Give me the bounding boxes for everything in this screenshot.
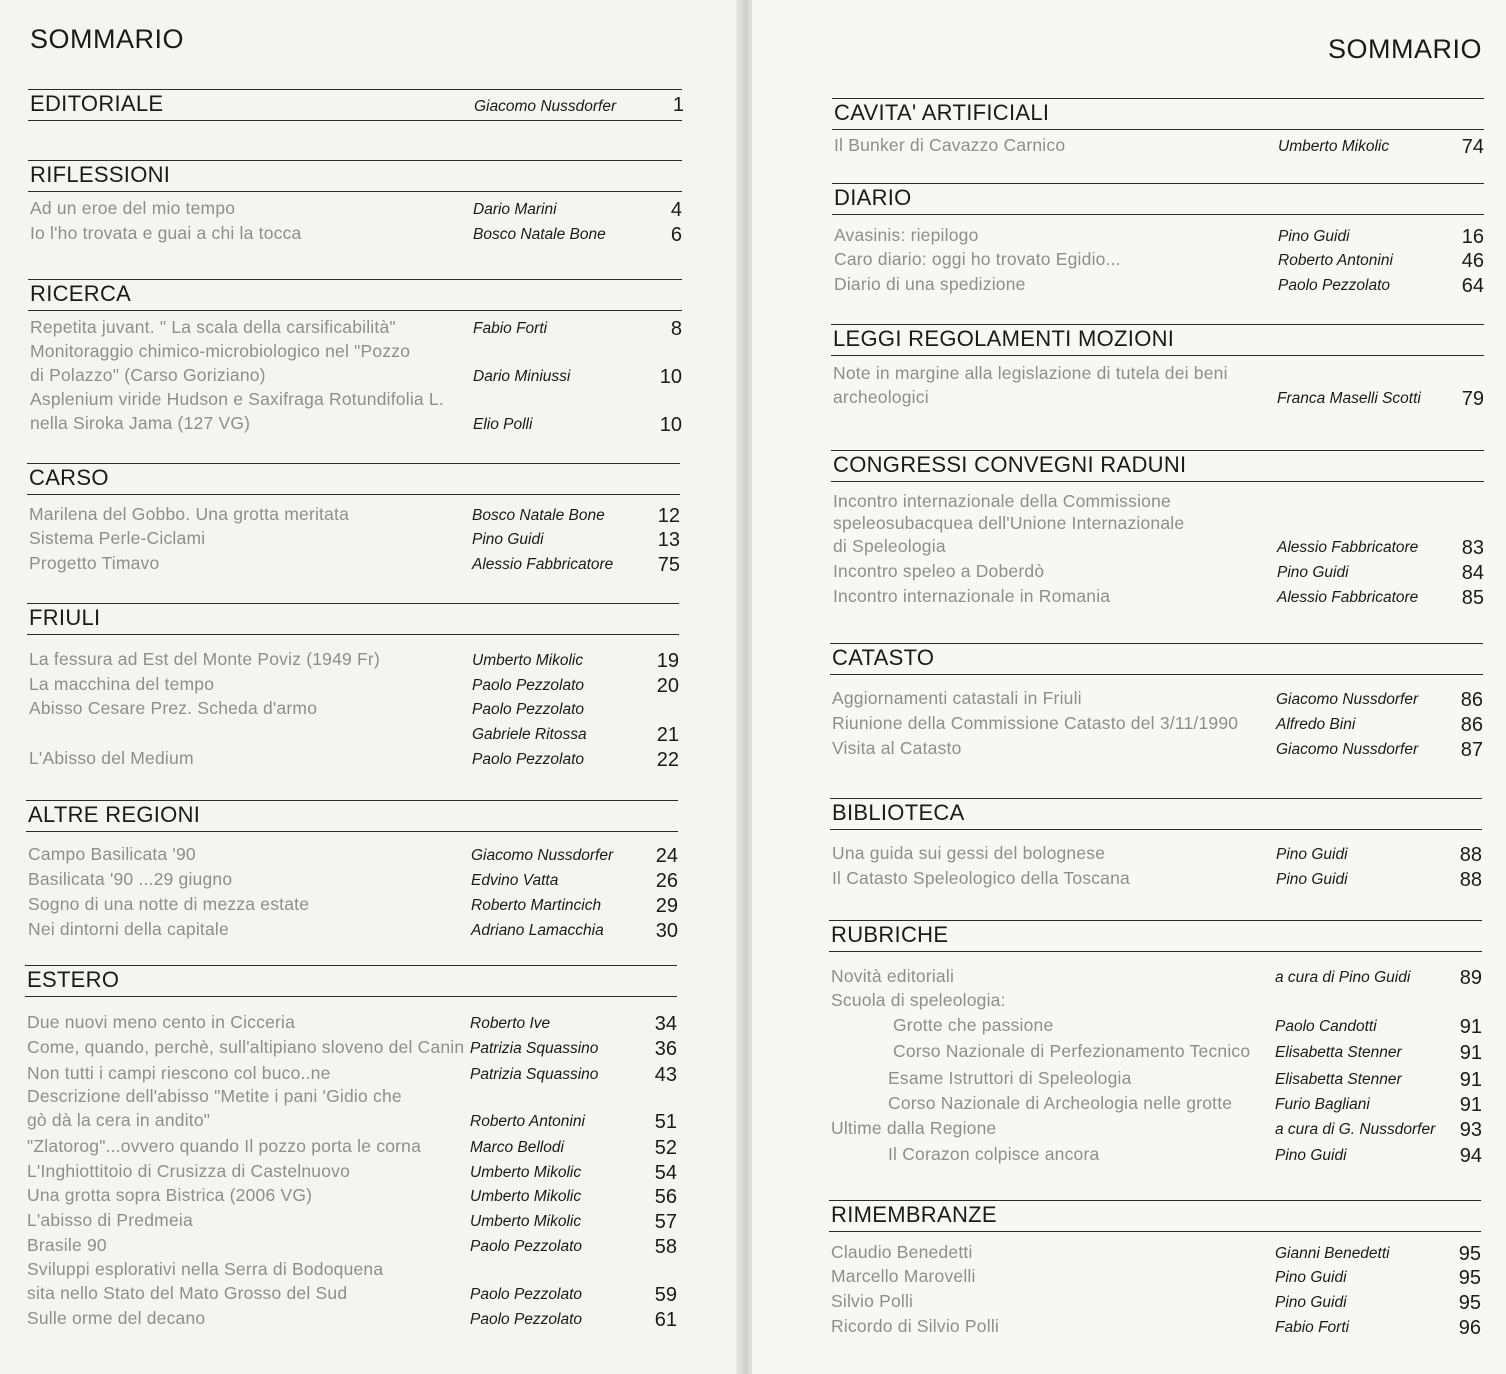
toc-entry [831, 513, 1484, 537]
entry-title: Ultime dalla Regione [831, 1118, 997, 1138]
entry-page: 16 [1461, 226, 1484, 248]
section-altre-regioni [26, 800, 678, 950]
entry-author: Alessio Fabbricatore [1277, 589, 1419, 606]
section-rule [28, 89, 682, 90]
entry-title: "Zlatorog"...ovvero quando Il pozzo porta le corna [27, 1136, 422, 1156]
entry-page: 52 [654, 1137, 677, 1159]
entry-page: 51 [654, 1111, 677, 1133]
section-title: DIARIO [834, 185, 912, 210]
toc-entry [829, 1144, 1482, 1168]
entry-author: Fabio Forti [473, 320, 548, 337]
entry-title: Avasinis: riepilogo [834, 225, 979, 245]
toc-entry [832, 274, 1484, 298]
entry-page: 56 [654, 1186, 677, 1208]
section-rule [832, 183, 1484, 184]
section-title: ALTRE REGIONI [28, 802, 201, 827]
toc-entry [25, 1086, 677, 1110]
entry-page: 93 [1459, 1119, 1482, 1141]
entry-title: Caro diario: oggi ho trovato Egidio... [834, 249, 1121, 269]
toc-entry [832, 135, 1484, 159]
section-rule [28, 120, 682, 121]
toc-entry [829, 1093, 1482, 1117]
entry-title: Il Bunker di Cavazzo Carnico [834, 135, 1066, 155]
entry-author: Paolo Pezzolato [472, 701, 585, 718]
section-title: LEGGI REGOLAMENTI MOZIONI [833, 326, 1175, 351]
entry-author: Umberto Mikolic [470, 1164, 582, 1181]
entry-page: 4 [670, 199, 682, 221]
entry-page: 88 [1459, 844, 1482, 866]
section-rule [26, 831, 678, 832]
entry-title: Sogno di una notte di mezza estate [28, 894, 310, 914]
entry-author: Giacomo Nussdorfer [471, 847, 614, 864]
entry-page: 22 [656, 749, 679, 771]
entry-page: 96 [1458, 1317, 1481, 1339]
toc-entry [25, 1063, 677, 1087]
toc-entry [28, 365, 682, 389]
toc-entry [25, 1235, 677, 1259]
entry-author: Pino Guidi [1278, 228, 1350, 245]
entry-author: Pino Guidi [1276, 846, 1348, 863]
entry-title: nella Siroka Jama (127 VG) [30, 413, 251, 433]
toc-entry [832, 225, 1484, 249]
toc-entry [830, 738, 1483, 762]
entry-title: Silvio Polli [831, 1291, 914, 1311]
entry-page: 61 [654, 1309, 677, 1331]
section-rule [829, 1231, 1481, 1232]
entry-page: 24 [655, 845, 678, 867]
section-rubriche [829, 920, 1482, 1180]
entry-page: 84 [1461, 562, 1484, 584]
entry-author: Gabriele Ritossa [472, 726, 587, 743]
section-rule [27, 603, 679, 604]
entry-author: Alessio Fabbricatore [1277, 539, 1419, 556]
toc-entry [27, 504, 680, 528]
toc-entry [26, 919, 678, 943]
page-title: SOMMARIO [30, 24, 185, 54]
section-title: RICERCA [30, 281, 132, 306]
entry-page: 95 [1458, 1292, 1481, 1314]
entry-title: L'Inghiottitoio di Crusizza di Castelnuovo [27, 1161, 351, 1181]
section-carso [27, 463, 680, 593]
toc-entry [25, 1110, 677, 1134]
entry-author: Pino Guidi [1277, 564, 1349, 581]
entry-page: 10 [659, 366, 682, 388]
toc-entry [831, 586, 1484, 610]
toc-entry [829, 1041, 1482, 1065]
section-title: EDITORIALE [30, 91, 164, 116]
section-rimembranze [829, 1200, 1481, 1350]
section-title: CATASTO [832, 645, 935, 670]
toc-entry [25, 1210, 677, 1234]
entry-author: Giacomo Nussdorfer [1276, 741, 1419, 758]
entry-page: 95 [1458, 1243, 1481, 1265]
toc-entry [28, 317, 682, 341]
entry-title: Asplenium viride Hudson e Saxifraga Rotundifolia L. [30, 389, 444, 409]
entry-page: 12 [657, 505, 680, 527]
entry-title: Sviluppi esplorativi nella Serra di Bodoquena [27, 1259, 384, 1279]
entry-author: a cura di Pino Guidi [1275, 969, 1411, 986]
entry-page: 46 [1461, 250, 1484, 272]
section-leggi [831, 324, 1484, 424]
entry-page: 57 [654, 1211, 677, 1233]
entry-title: Riunione della Commissione Catasto del 3/11/1990 [832, 713, 1239, 733]
toc-entry [27, 649, 679, 673]
entry-author: Adriano Lamacchia [471, 922, 604, 939]
entry-title: L'abisso di Predmeia [27, 1210, 193, 1230]
entry-page: 43 [654, 1064, 677, 1086]
entry-author: Roberto Antonini [1278, 252, 1393, 269]
entry-author: Paolo Pezzolato [472, 677, 585, 694]
entry-page: 36 [654, 1038, 677, 1060]
section-rule [829, 920, 1482, 921]
entry-title: L'Abisso del Medium [29, 748, 194, 768]
section-rule [831, 355, 1484, 356]
section-rule [832, 98, 1484, 99]
entry-title: Ricordo di Silvio Polli [831, 1316, 999, 1336]
entry-page: 1 [672, 94, 684, 116]
entry-title: Basilicata '90 ...29 giugno [28, 869, 233, 889]
section-biblioteca [830, 798, 1482, 898]
entry-page: 91 [1459, 1016, 1482, 1038]
toc-entry [26, 844, 678, 868]
entry-author: Furio Bagliani [1275, 1096, 1370, 1113]
left-page [0, 0, 742, 1374]
entry-page: 58 [654, 1236, 677, 1258]
entry-title: sita nello Stato del Mato Grosso del Sud [27, 1283, 348, 1303]
entry-title: La macchina del tempo [29, 674, 215, 694]
entry-title: Note in margine alla legislazione di tutela dei beni [833, 363, 1228, 383]
toc-entry [28, 341, 682, 365]
entry-page: 91 [1459, 1042, 1482, 1064]
entry-title: Corso Nazionale di Perfezionamento Tecnico [893, 1041, 1251, 1061]
section-congressi [831, 450, 1484, 620]
section-riflessioni [28, 160, 682, 260]
section-title: CAVITA' ARTIFICIALI [834, 100, 1050, 125]
toc-entry [27, 698, 679, 722]
entry-title: Grotte che passione [893, 1015, 1054, 1035]
toc-entry [25, 1283, 677, 1307]
entry-author: Fabio Forti [1275, 1319, 1350, 1336]
entry-page: 64 [1461, 275, 1484, 297]
entry-author: Gianni Benedetti [1275, 1245, 1390, 1262]
entry-page: 59 [654, 1284, 677, 1306]
section-title: FRIULI [29, 605, 101, 630]
toc-entry [829, 1068, 1482, 1092]
entry-author: Edvino Vatta [471, 872, 559, 889]
entry-author: Roberto Ive [470, 1015, 551, 1032]
toc-entry [831, 561, 1484, 585]
entry-title: Il Catasto Speleologico della Toscana [832, 868, 1130, 888]
toc-entry [829, 1316, 1481, 1340]
toc-entry [25, 1259, 677, 1283]
toc-entry [829, 966, 1482, 990]
entry-title: Repetita juvant. " La scala della carsificabilità" [30, 317, 396, 337]
entry-author: Pino Guidi [1275, 1294, 1347, 1311]
entry-title: Incontro speleo a Doberdò [833, 561, 1045, 581]
entry-title: La fessura ad Est del Monte Poviz (1949 Fr) [29, 649, 380, 669]
entry-page: 74 [1461, 136, 1484, 158]
entry-title: Diario di una spedizione [834, 274, 1026, 294]
entry-page: 86 [1460, 714, 1483, 736]
section-title: BIBLIOTECA [832, 800, 965, 825]
entry-author: Umberto Mikolic [472, 652, 584, 669]
entry-title: Abisso Cesare Prez. Scheda d'armo [29, 698, 318, 718]
entry-page: 6 [670, 224, 682, 246]
entry-author: Bosco Natale Bone [472, 507, 605, 524]
entry-title: Novità editoriali [831, 966, 955, 986]
entry-title: Non tutti i campi riescono col buco..ne [27, 1063, 331, 1083]
toc-entry [831, 363, 1484, 387]
toc-entry [829, 1118, 1482, 1142]
entry-title: Corso Nazionale di Archeologia nelle grotte [888, 1093, 1233, 1113]
toc-entry [830, 868, 1482, 892]
entry-author: Elio Polli [473, 416, 533, 433]
entry-page: 20 [656, 675, 679, 697]
entry-title: Una guida sui gessi del bolognese [832, 843, 1106, 863]
entry-author: Elisabetta Stenner [1275, 1044, 1402, 1061]
entry-title: Campo Basilicata '90 [28, 844, 196, 864]
section-rule [830, 798, 1482, 799]
entry-title: Monitoraggio chimico-microbiologico nel "Pozzo [30, 341, 411, 361]
toc-entry [831, 536, 1484, 560]
entry-author: Paolo Pezzolato [470, 1238, 583, 1255]
entry-title: Brasile 90 [27, 1235, 107, 1255]
section-estero [25, 965, 677, 1345]
entry-page: 91 [1459, 1069, 1482, 1091]
entry-author: Marco Bellodi [470, 1139, 564, 1156]
entry-page: 26 [655, 870, 678, 892]
entry-author: Pino Guidi [1275, 1269, 1347, 1286]
toc-entry [829, 1015, 1482, 1039]
entry-title: Aggiornamenti catastali in Friuli [832, 688, 1082, 708]
toc-entry [830, 688, 1483, 712]
entry-author: Bosco Natale Bone [473, 226, 606, 243]
toc-entry [25, 1136, 677, 1160]
toc-entry [27, 553, 680, 577]
toc-entry [829, 1291, 1481, 1315]
entry-title: Come, quando, perchè, sull'altipiano sloveno del Canin [27, 1037, 465, 1057]
section-rule [27, 494, 680, 495]
toc-entry [28, 223, 682, 247]
toc-entry [26, 894, 678, 918]
entry-author: Pino Guidi [1275, 1147, 1347, 1164]
section-rule [28, 279, 682, 280]
section-rule [26, 800, 678, 801]
entry-author: Umberto Mikolic [470, 1188, 582, 1205]
entry-page: 13 [657, 529, 680, 551]
section-rule [831, 481, 1484, 482]
entry-page: 30 [655, 920, 678, 942]
entry-author: Alfredo Bini [1276, 716, 1356, 733]
entry-author: Pino Guidi [1276, 871, 1348, 888]
entry-page: 29 [655, 895, 678, 917]
section-editoriale [28, 89, 682, 123]
entry-author: Patrizia Squassino [470, 1040, 599, 1057]
entry-title: Ad un eroe del mio tempo [30, 198, 236, 218]
entry-author: Umberto Mikolic [470, 1213, 582, 1230]
entry-author: Dario Marini [473, 201, 557, 218]
toc-entry [27, 674, 679, 698]
section-cavita-artificiali [832, 98, 1484, 168]
entry-author: Roberto Antonini [470, 1113, 585, 1130]
toc-entry [25, 1308, 677, 1332]
entry-author: a cura di G. Nussdorfer [1275, 1121, 1436, 1138]
toc-entry [28, 389, 682, 413]
entry-page: 34 [654, 1013, 677, 1035]
entry-author: Giacomo Nussdorfer [1276, 691, 1419, 708]
toc-entry [25, 1012, 677, 1036]
entry-title: Claudio Benedetti [831, 1242, 973, 1262]
entry-title: speleosubacquea dell'Unione Internazionale [833, 513, 1185, 533]
entry-page: 95 [1458, 1267, 1481, 1289]
entry-author: Alessio Fabbricatore [472, 556, 614, 573]
entry-page: 79 [1461, 388, 1484, 410]
entry-page: 8 [670, 318, 682, 340]
section-title: CARSO [29, 465, 109, 490]
section-title: CONGRESSI CONVEGNI RADUNI [833, 452, 1187, 477]
entry-author: Elisabetta Stenner [1275, 1071, 1402, 1088]
section-rule [832, 214, 1484, 215]
entry-author: Paolo Pezzolato [1278, 277, 1391, 294]
entry-title: gò dà la cera in andito" [27, 1110, 211, 1130]
toc-entry [831, 387, 1484, 411]
toc-entry [27, 528, 680, 552]
section-rule [830, 643, 1483, 644]
entry-title: Descrizione dell'abisso "Metite i pani 'Gidio che [27, 1086, 402, 1106]
entry-page: 54 [654, 1162, 677, 1184]
entry-title: di Polazzo" (Carso Goriziano) [30, 365, 266, 385]
toc-entry [27, 723, 679, 747]
entry-title: archeologici [833, 387, 929, 407]
section-rule [830, 829, 1482, 830]
section-rule [25, 996, 677, 997]
toc-entry [27, 748, 679, 772]
toc-entry [26, 869, 678, 893]
section-rule [28, 160, 682, 161]
toc-entry [832, 249, 1484, 273]
section-rule [830, 674, 1483, 675]
entry-title: Visita al Catasto [832, 738, 962, 758]
entry-title: Il Corazon colpisce ancora [888, 1144, 1100, 1164]
entry-author: Patrizia Squassino [470, 1066, 599, 1083]
entry-title: Io l'ho trovata e guai a chi la tocca [30, 223, 302, 243]
entry-author: Dario Miniussi [473, 368, 571, 385]
section-rule [829, 1200, 1481, 1201]
section-rule [829, 951, 1482, 952]
entry-title: di Speleologia [833, 536, 946, 556]
entry-page: 75 [657, 554, 680, 576]
page-title: SOMMARIO [1327, 34, 1482, 64]
right-page [752, 0, 1506, 1374]
section-rule [831, 450, 1484, 451]
section-rule [27, 463, 680, 464]
entry-author: Roberto Martincich [471, 897, 602, 914]
entry-author: Umberto Mikolic [1278, 138, 1390, 155]
toc-entry [830, 843, 1482, 867]
section-ricerca [28, 279, 682, 449]
entry-title: Marilena del Gobbo. Una grotta meritata [29, 504, 350, 524]
section-rule [27, 634, 679, 635]
toc-entry [831, 491, 1484, 515]
toc-entry [829, 1266, 1481, 1290]
entry-page: 86 [1460, 689, 1483, 711]
section-title: ESTERO [27, 967, 120, 992]
toc-entry [25, 1037, 677, 1061]
entry-title: Incontro internazionale in Romania [833, 586, 1111, 606]
entry-title: Progetto Timavo [29, 553, 160, 573]
toc-entry [25, 1161, 677, 1185]
entry-author: Franca Maselli Scotti [1277, 390, 1421, 407]
entry-page: 91 [1459, 1094, 1482, 1116]
entry-page: 88 [1459, 869, 1482, 891]
entry-title: Scuola di speleologia: [831, 990, 1006, 1010]
entry-page: 83 [1461, 537, 1484, 559]
toc-entry [830, 713, 1483, 737]
section-title: RIFLESSIONI [30, 162, 171, 187]
entry-page: 94 [1459, 1145, 1482, 1167]
section-rule [28, 310, 682, 311]
section-catasto [830, 643, 1483, 773]
entry-page: 19 [656, 650, 679, 672]
entry-title: Sulle orme del decano [27, 1308, 206, 1328]
entry-page: 87 [1460, 739, 1483, 761]
entry-author: Giacomo Nussdorfer [474, 98, 617, 115]
toc-entry [25, 1185, 677, 1209]
entry-title: Due nuovi meno cento in Cicceria [27, 1012, 296, 1032]
entry-title: Marcello Marovelli [831, 1266, 976, 1286]
toc-entry [28, 198, 682, 222]
section-friuli [27, 603, 679, 783]
entry-title: Sistema Perle-Ciclami [29, 528, 206, 548]
entry-title: Una grotta sopra Bistrica (2006 VG) [27, 1185, 313, 1205]
entry-author: Paolo Candotti [1275, 1018, 1377, 1035]
section-rule [28, 191, 682, 192]
entry-author: Paolo Pezzolato [472, 751, 585, 768]
entry-title: Incontro internazionale della Commissione [833, 491, 1171, 511]
entry-page: 85 [1461, 587, 1484, 609]
entry-title: Esame Istruttori di Speleologia [888, 1068, 1132, 1088]
entry-title: Nei dintorni della capitale [28, 919, 229, 939]
section-title: RIMEMBRANZE [831, 1202, 997, 1227]
entry-page: 10 [659, 414, 682, 436]
entry-author: Pino Guidi [472, 531, 544, 548]
toc-entry [829, 1242, 1481, 1266]
section-rule [831, 324, 1484, 325]
entry-page: 21 [656, 724, 679, 746]
toc-entry [28, 413, 682, 437]
section-diario [832, 183, 1484, 303]
entry-author: Paolo Pezzolato [470, 1311, 583, 1328]
entry-page: 89 [1459, 967, 1482, 989]
section-rule [832, 129, 1484, 130]
section-rule [25, 965, 677, 966]
toc-entry [829, 990, 1482, 1014]
entry-author: Paolo Pezzolato [470, 1286, 583, 1303]
section-title: RUBRICHE [831, 922, 949, 947]
